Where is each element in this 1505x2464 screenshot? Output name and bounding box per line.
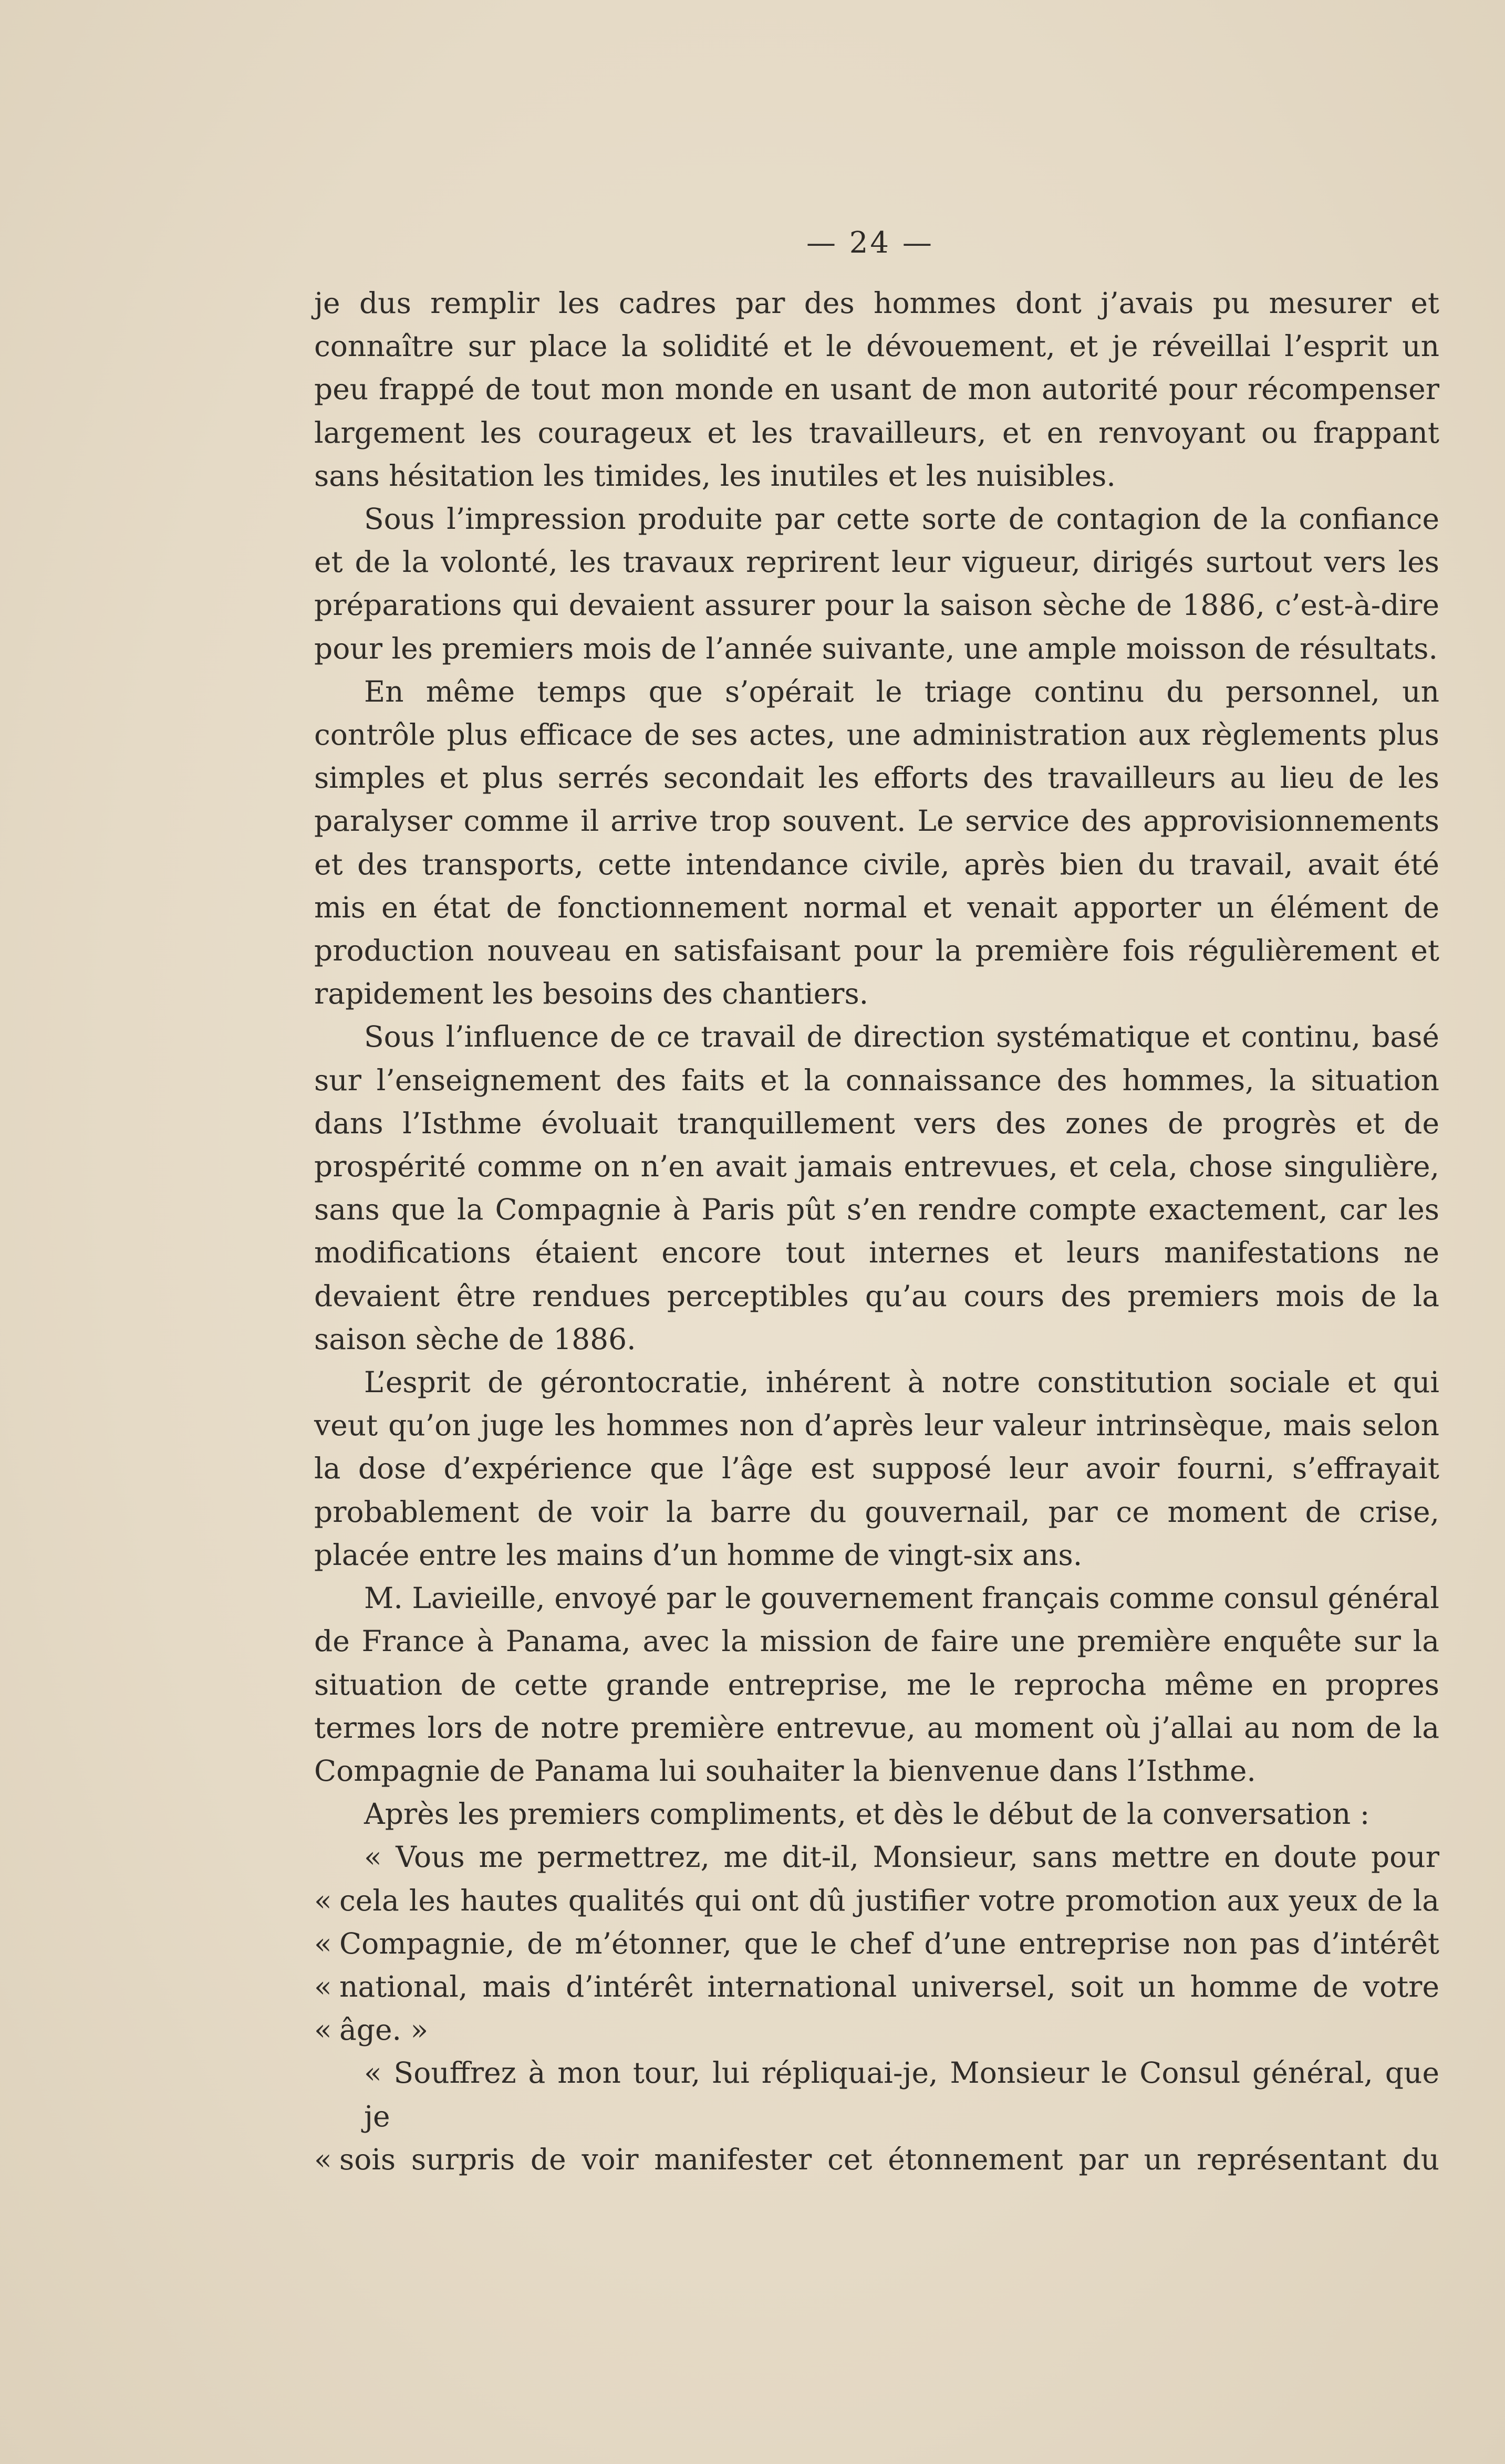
quote-line [314,2138,1439,2181]
paragraph-2: Sous l’impression produite par cette sorte de contagion de la confiance et de la volonté, les travaux reprirent leur vigueur, dirigés surtout vers les préparations qui devaient assurer pour la saison sèche de 1886, c’est-à-dire pour les premiers mois de l’année suivante, une ample moisson de résultats. [314,502,1439,665]
paragraph-7: Après les premiers compliments, et dès le début de la conversation : [364,1797,1370,1831]
quote-line-text: Compagnie, de m’étonner, que le chef d’une entreprise non pas d’intérêt [339,1926,1439,1960]
paragraph-4: Sous l’influence de ce travail de direction systématique et continu, basé sur l’enseignement des faits et la connaissance des hommes, la situation dans l’Isthme évoluait tranquillement vers des zones de progrès et de prospérité comme on n’en avait jamais entrevues, et cela, chose singulière, sans que la Compagnie à Paris pût s’en rendre compte exactement, car les modifications étaient encore tout internes et leurs manifestations ne devaient être rendues perceptibles qu’au cours des premiers mois de la saison sèche de 1886. [314,1020,1439,1356]
quote-mark: « [314,1969,332,2003]
quote-line [314,1879,1439,1922]
quote-consul [314,1835,1439,2051]
quote-line-text: national, mais d’intérêt international universel, soit un homme de votre [339,1969,1439,2003]
quote-line [314,1965,1439,2008]
paragraph-5: L’esprit de gérontocratie, inhérent à notre constitution sociale et qui veut qu’on juge les hommes non d’après leur valeur intrinsèque, mais selon la dose d’expérience que l’âge est supposé leur avoir fourni, s’effrayait probablement de voir la barre du gouvernail, par ce moment de crise, placée entre les mains d’un homme de vingt-six ans. [314,1365,1439,1572]
body-text [314,281,1439,2181]
paragraph-1: je dus remplir les cadres par des hommes dont j’avais pu mesurer et connaître sur place la solidité et le dévouement, et je réveillai l’esprit un peu frappé de tout mon monde en usant de mon autorité pour récompenser largement les courageux et les travailleurs, et en renvoyant ou frappant sans hésitation les timides, les inutiles et les nuisibles. [314,286,1439,493]
quote-mark: « [314,1926,332,1960]
quote-mark: « [314,2013,332,2047]
quote-mark: « [314,1883,332,1917]
paragraph-6: M. Lavieille, envoyé par le gouvernement français comme consul général de France à Panama, avec la mission de faire une première enquête sur la situation de cette grande entreprise, me le reprocha même en propres termes lors de notre première entrevue, au moment où j’allai au nom de la Compagnie de Panama lui souhaiter la bienvenue dans l’Isthme. [314,1581,1439,1788]
quote-line [314,2008,1439,2051]
quote-line: « Souffrez à mon tour, lui répliquai-je, Monsieur le Consul général, que je [364,2056,1439,2133]
page-number: — 24 — [806,226,934,260]
quote-line-text: âge. » [339,2013,429,2047]
quote-line-text: sois surpris de voir manifester cet étonnement par un représentant du [339,2142,1439,2176]
paragraph-3: En même temps que s’opérait le triage continu du personnel, un contrôle plus efficace de ses actes, une administration aux règlements plus simples et plus serrés secondait les efforts des travailleurs au lieu de les paralyser comme il arrive trop souvent. Le service des approvisionnements et des transports, cette intendance civile, après bien du travail, avait été mis en état de fonctionnement normal et venait apporter un élément de production nouveau en satisfaisant pour la première fois régulièrement et rapidement les besoins des chantiers. [314,674,1439,1011]
quote-reply [314,2051,1439,2181]
quote-mark: « [314,2142,332,2176]
quote-line: « Vous me permettrez, me dit-il, Monsieur, sans mettre en doute pour [364,1840,1439,1874]
quote-line-text: cela les hautes qualités qui ont dû justifier votre promotion aux yeux de la [339,1883,1439,1917]
quote-line [314,1922,1439,1965]
